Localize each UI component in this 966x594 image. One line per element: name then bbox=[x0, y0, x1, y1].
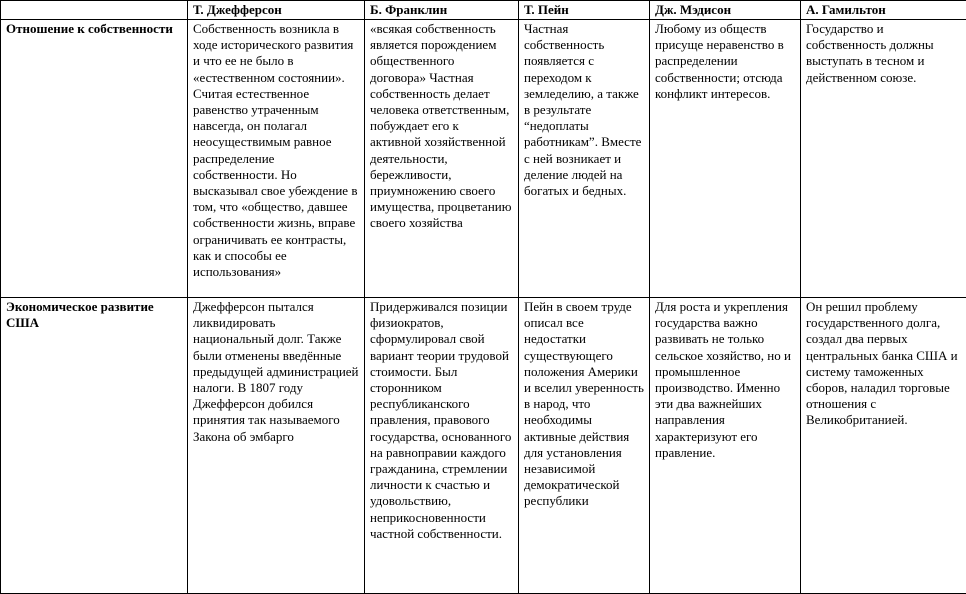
table-row bbox=[1, 298, 966, 594]
cell-jefferson-property: Собственность возникла в ходе исторического развития и что ее не было в «естественном состоянии». Считая естественное равенство утраченным навсегда, он полагал неосуществимым равное распределение собственности. Но высказывал свое убеждение в том, что «общество, давшее собственности жизнь, вправе ограничивать ее контрасты, как и способы ее использования» bbox=[188, 20, 365, 298]
header-madison: Дж. Мэдисон bbox=[650, 1, 801, 20]
row-label-property: Отношение к собственности bbox=[1, 20, 188, 298]
cell-madison-property: Любому из обществ присуще неравенство в распределении собственности; отсюда конфликт интересов. bbox=[650, 20, 801, 298]
cell-hamilton-property: Государство и собственность должны выступать в тесном и действенном союзе. bbox=[801, 20, 966, 298]
cell-jefferson-economy: Джефферсон пытался ликвидировать национальный долг. Также были отменены введённые предыдущей администрацией налоги. В 1807 году Джефферсон добился принятия так называемого Закона об эмбарго bbox=[188, 298, 365, 594]
table-row bbox=[1, 20, 966, 298]
cell-hamilton-economy: Он решил проблему государственного долга, создал два первых центральных банка США и систему таможенных сборов, наладил торговые отношения с Великобританией. bbox=[801, 298, 966, 594]
row-label-economy: Экономическое развитие США bbox=[1, 298, 188, 594]
header-jefferson: Т. Джефферсон bbox=[188, 1, 365, 20]
header-row bbox=[1, 1, 966, 20]
cell-franklin-economy: Придерживался позиции физиократов, сформулировал свой вариант теории трудовой стоимости. Был сторонником республиканского правления, правового государства, основанного на равноправии каждого гражданина, стремлении личности к счастью и удовольствию, неприкосновенности частной собственности. bbox=[365, 298, 519, 594]
header-franklin: Б. Франклин bbox=[365, 1, 519, 20]
cell-paine-property: Частная собственность появляется с переходом к земледелию, а также в результате “недоплаты работникам”. Вместе с ней возникает и деление людей на богатых и бедных. bbox=[519, 20, 650, 298]
header-hamilton: А. Гамильтон bbox=[801, 1, 966, 20]
cell-franklin-property: «всякая собственность является порождением общественного договора» Частная собственность делает человека ответственным, побуждает его к активной хозяйственной деятельности, бережливости, приумножению своего имущества, процветанию своего хозяйства bbox=[365, 20, 519, 298]
cell-paine-economy: Пейн в своем труде описал все недостатки существующего положения Америки и вселил уверенность в народ, что необходимы активные действия для установления независимой демократической республики bbox=[519, 298, 650, 594]
header-empty bbox=[1, 1, 188, 20]
header-paine: Т. Пейн bbox=[519, 1, 650, 20]
cell-madison-economy: Для роста и укрепления государства важно развивать не только сельское хозяйство, но и промышленное производство. Именно эти два важнейших направления характеризуют его правление. bbox=[650, 298, 801, 594]
